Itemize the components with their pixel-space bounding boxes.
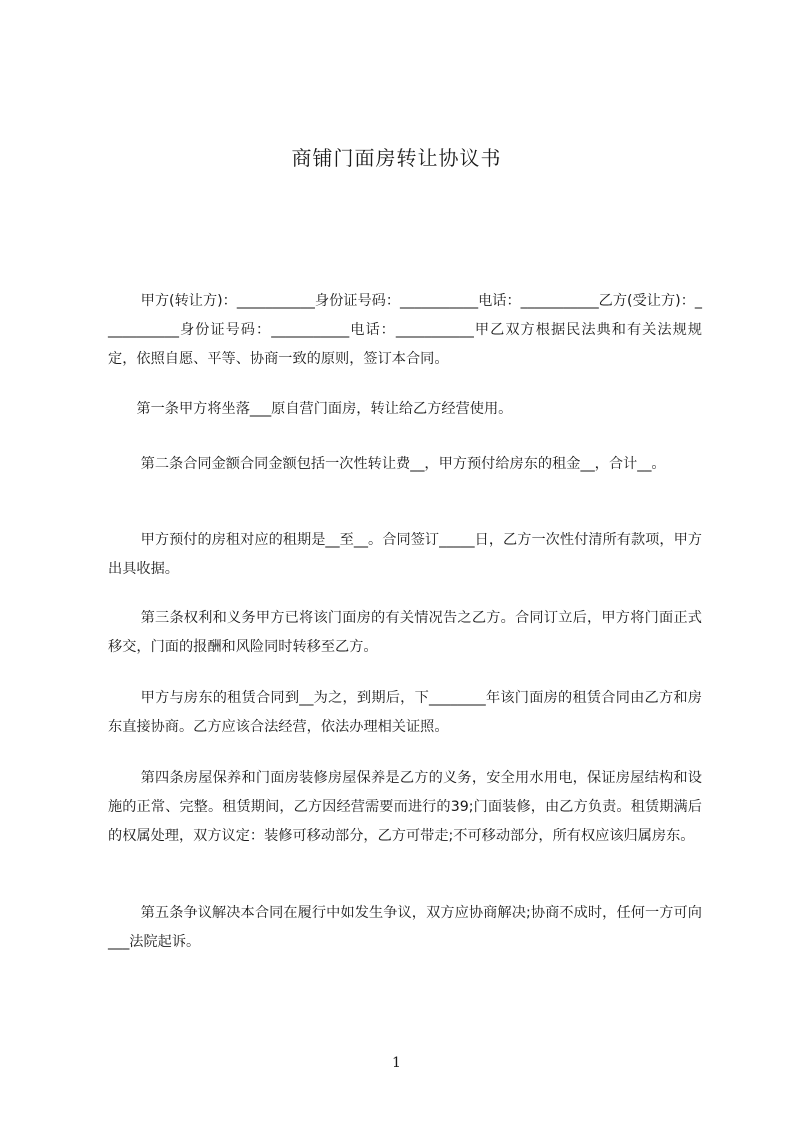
document-title: 商铺门面房转让协议书	[291, 146, 502, 170]
paragraph-lease-renewal: 甲方与房东的租赁合同到__为之，到期后，下________年该门面房的租赁合同由乙方和房东直接协商。乙方应该合法经营，依法办理相关证照。	[108, 690, 702, 735]
paragraph-article-3: 第三条权利和义务甲方已将该门面房的有关情况告之乙方。合同订立后，甲方将门面正式移交，门面的报酬和风险同时转移至乙方。	[108, 610, 702, 655]
paragraph-article-1: 第一条甲方将坐落___原自营门面房，转让给乙方经营使用。	[136, 401, 513, 417]
paragraph-rent-term: 甲方预付的房租对应的租期是__至__。合同签订_____日，乙方一次性付清所有款项，甲方出具收据。	[108, 532, 702, 577]
paragraph-article-5: 第五条争议解决本合同在履行中如发生争议，双方应协商解决;协商不成时，任何一方可向___法院起诉。	[108, 905, 702, 950]
paragraph-article-2: 第二条合同金额合同金额包括一次性转让费__，甲方预付给房东的租金__，合计__。	[140, 456, 666, 472]
page-number: 1	[392, 1055, 401, 1071]
paragraph-article-4: 第四条房屋保养和门面房装修房屋保养是乙方的义务，安全用水用电，保证房屋结构和设施的正常、完整。租赁期间，乙方因经营需要而进行的39;门面装修，由乙方负责。租赁期满后的权属处理，双方议定：装修可移动部分，乙方可带走;不可移动部分，所有权应该归属房东。	[108, 770, 702, 844]
paragraph-parties: 甲方(转让方)：___________身份证号码：___________电话：___________乙方(受让方)：___________身份证号码：___________电话：___________甲乙双方根据民法典和有关法规规定，依照自愿、平等、协商一致的原则，签订本合同。	[108, 293, 702, 367]
